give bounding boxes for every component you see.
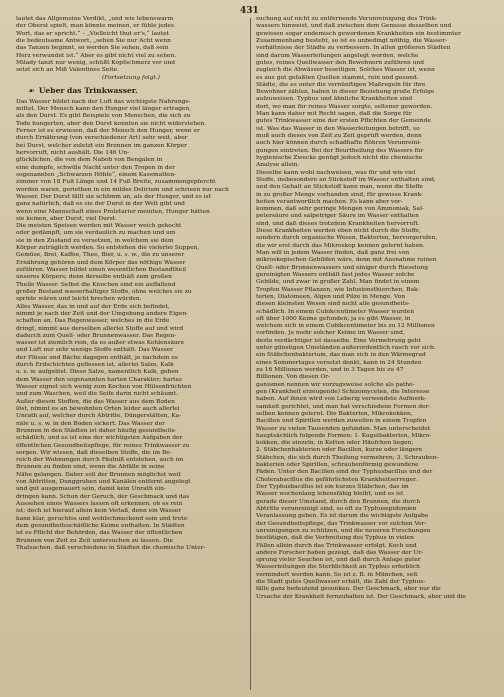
text-line: unter günstigen Umständen außerordentlich rasch vor sich: [256,345,436,352]
text-line: eines Sommertages versetzt denkt, kann in 24 Stunden [256,359,422,366]
text-line: Veranlassung geben. Es ist darum die wichtigste Aufgabe [256,513,429,520]
text-line: heiten verantwortlich machen. Es kann aber vor- [256,198,403,205]
text-line: sogenannten „Schwarzen Höhle“, einem Kasematten- [16,171,177,178]
text-line: dringen kann. Schon der Geruch, der Geschmack und das [16,493,190,500]
text-line: Die meisten Speisen werden mit Wasser weich gekocht [16,223,182,230]
text-line: das Tanzen beginnt, so werden Sie sehen, daß sein [16,45,169,52]
text-line: Man will in jedem Wasser finden, daß ganz frei von [256,250,410,256]
text-line: wenn eine Mannschaft eines Proletarier meinten, Hunger hätten [16,208,210,215]
text-line: als den Durst. Es gibt Beispiele von Menschen, die sich zu [16,113,191,120]
text-line: eine dumpfe, schwüle Nacht unter den Tropen in der [16,164,175,171]
text-line: dem Wasser den sogenannten harten Charakter; hartes [16,376,183,383]
text-line: vorfinden. Je mehr solcher Keime im Wasser sind, [256,330,405,337]
left-column [16,16,246,552]
text-line: worden waren, geriethen in ein mildes Delirium und schrieen nur nach [16,186,229,193]
text-line: Tropfen Wasser Pflanzen, wie Infusionsthierchen, Bak- [256,286,420,293]
text-line: gen (Krankheit erzeugende) Schizomyceten, die Interesse [256,388,430,395]
text-line: Dieselbe kann wohl nachweisen, was für und wie viel [256,169,416,176]
right-column [256,16,486,601]
text-line: ganismen nennen wir vorzugsweise solche als patho- [256,381,415,388]
text-line: samkeit gerichtet, und man hat verschiedene Formen der- [256,403,431,410]
text-line: Nähe gelangen. Daher soll der Brunnen möglichst weit [16,471,181,478]
text-line: glücklichen, die von dem Nabob von Bengalen in [16,157,163,164]
text-line: Das Wasser bildet nach der Luft das wichtigste Nahrungs- [16,98,191,105]
text-line: lautet das Allgemeine Verdikt, „und wie lebenswarm [16,16,174,22]
text-line: gutes Trinkwasser eine der ersten Pflichten der Gemeinde [256,118,431,125]
text-line: Abtritte verunreinigt sind, so oft zu Typhusepidemien [256,505,417,512]
text-line: sie in den Zustand zu versetzen, in welchem sie dem [16,237,174,244]
story-ending [16,16,246,75]
text-line: 2. Stäbchenbakterien oder Bacillen, kurze oder längere [256,447,423,454]
text-line: Man kann daher mit Recht sagen, daß die Sorge für [256,111,412,118]
text-line: Stäbchen, die sich durch Theilung vermehren; 3. Schrauben- [256,454,439,461]
text-line: Stoffe, insbesondere an Stickstoff im Wasser enthalten sind, [256,176,436,183]
text-line: Außer diesen Stoffen, die das Wasser aus dem Boden [16,398,175,405]
text-line: Quell- oder Brunnenwassers und einiger durch Rieselung [256,264,428,271]
text-line: fälle ganz bedeutend gesunken. Der Geschmack, aber nur die [256,586,441,593]
text-line: wassers hinweist, und daß zwischen dem Genusse desselben und [256,23,452,30]
text-line: schädlich, und es ist eine der wichtigsten Aufgaben der [16,435,183,442]
text-line: Fällen allein durch das Trinkwasser erfolgt. Koch und [256,542,417,549]
text-line: ganz natürlich, daß es sie der Durst in der Welt gibt und [16,201,185,208]
text-line: zuführen. Wasser bildet einen wesentlichen Bestandtheil [16,267,187,273]
text-line: selben kennen gelernt. Die Bakterien, Mikrokokken, [256,410,413,417]
text-line: hygienische Zwecke genügt jedoch nicht die chemische [256,154,423,161]
text-line: bei Durst, welcher zuletzt ein Brennen im ganzen Körper [16,142,187,149]
text-line: Brunnen von Zeit zu Zeit untersuchen zu lassen. Die [16,537,174,544]
text-line: dadurch zum Quell- oder Brunnenwasser. Das Regen- [16,332,177,339]
text-line: Zusammenhang besteht, so ist es unbedingt nöthig, die Wasser- [256,37,448,44]
text-line: zu 16 Millionen werden, und in 3 Tagen bis zu 47 [256,367,404,373]
text-line: aufzuweisen. Typhus und ähnliche Krankheiten sind [256,96,413,103]
text-line: kann klar, geruchlos und wohlschmeckend sein und trotz- [16,515,189,522]
text-line: ist. Was das Wasser in den Wasserleitungen betrifft, so [256,125,420,132]
text-line: Wasser eignet sich wenig zum Kochen von Hülsenfrüchten [16,384,192,390]
text-line: Milady tanzt nur wenig, schüßt Kopfschmerz vor und [16,59,176,66]
text-line: durch Erdschichten geflossen ist, allerlei Salze, Kalk [16,362,174,369]
text-line: kokken, die einzeln, in Ketten oder Häufchen liegen; [256,440,414,447]
text-line: und Luft nur sehr wenige Stoffe enthält. Das Wasser [16,347,173,354]
text-line: großer Bestand wasserhaltiger Stoffe, ohne welches sie zu [16,288,192,295]
article-body [16,99,246,552]
text-line: ist es Pflicht der Behörden, das Wasser der öffentlichen [16,530,183,537]
text-line: oft über 1000 Keime gefunden; ja es gibt Wasser, in [256,315,411,322]
text-line: Körper zuträglich werden. So entstehen die vielerlei Suppen, [16,245,200,252]
text-line: Gebilde, und zwar in großer Zahl. Man findet in einem [256,279,420,286]
text-line: Wasser wochenlang lebensfähig bleibt, und es ist [256,491,404,498]
text-line: hauptsächlich folgende Formen: 1. Kugelbakterien, Mikro- [256,432,432,439]
text-line: Ursache der Krankheit fernzuhalten ist. Der Geschmack, aber und die [256,593,466,600]
text-line: Unrath auf, welcher durch Abtritte, Düngerstätten, Ka- [16,413,182,420]
text-line: muß auch dieses von Zeit zu Zeit geprüft werden, denn [256,133,422,139]
text-line: Wasser. Der Durst fällt sie schlimm an, als der Hunger, und es ist [16,193,211,200]
text-line: nimmt je nach der Zeit und der Umgebung andere Eigen- [16,310,189,317]
text-line: gerade dieser Umstand, durch den Brunnen, die durch [256,498,421,505]
section-title: Ueber das Trinkwasser. [38,85,138,95]
text-line: mittel. Der Mensch kann den Hunger viel länger ertragen, [16,106,192,113]
text-line: zimmer von 18 Fuß Länge und 14 Fuß Breite, zusammengepfercht [16,179,216,186]
text-line: der Gesundheitspflege, das Trinkwasser vor solchen Ver- [256,520,427,527]
text-line: reich der Wohnungen durch Fäulniß entstehen, auch im [16,457,184,464]
fleuron-icon: ☙ [28,85,35,95]
text-line: Wasserleitungen die Sterblichkeit an Typhus erheblich [256,564,420,571]
text-line: welchem sich in einem Cubikcentimeter bis zu 12 Millionen [256,323,435,330]
text-line: zugleich die Abwässer beseitigen. Solches Wasser ist, wenn [256,67,435,74]
text-line: dem gesundheitsschädliche Keime enthalten. In Städten [16,522,185,529]
text-line: die wir erst durch das Mikroskop kennen gelernt haben. [256,242,425,249]
text-line: unseres Körpers; denn derselbe enthält zum großen [16,274,172,281]
text-line: schädlich. In einem Cubikcentimeter Wasser wurden [256,308,415,315]
text-line: auch hier können durch schadhafte Röhren Verunreini- [256,140,422,147]
text-line: haben. Auf ihnen wird von Leberig verwendete Aufmerk- [256,396,427,403]
text-line: oder gedämpft, um sie verdaulich zu machen und um [16,230,176,237]
text-line: Ernährung gehören und dem Körper das nöthige Wasser [16,259,186,266]
text-line: unreinigungen zu schützen, und die neueren Forschungen [256,527,431,534]
text-line: und den Gehalt an Stickstoff kann man, wenn die Stoffe [256,184,423,191]
text-line: es aus gut gefaßten Quellen stammt, rein und gesund. [256,74,419,81]
text-line: diesen kleinsten Wesen sind nicht alle gesundheits- [256,301,410,308]
text-line: Alles Wasser, das in und auf der Erde sich befindet, [16,303,170,310]
text-line: spröde wären und leicht brechen würden. [16,296,142,303]
text-line: suchung auf nicht zu entfernende Verunreinigung des Trink- [256,16,438,22]
text-line: gewissen sogar endemisch gewordenen Krankheiten ein bestimmter [256,30,461,37]
text-line: durch Ernährung (von verschiedener Art) sehr weit, aber [16,135,188,142]
text-line: gutes, reines Quellwasser den Bewohnern zuführen und [256,59,425,66]
text-line: Fäden. Unter den Bacillen sind der Typhusbacillus und der [256,469,433,476]
text-line: Analyse allein. [256,162,300,169]
text-line: sind darum Wasserleitungen angelegt worden, welche [256,52,419,59]
text-line: bakterien oder Spirillen, schraubenförmig gewundene [256,462,419,469]
text-line: gereinigten Wassers enthält fast jedes Wasser solche [256,271,415,278]
text-line: Wort, das er spricht.“ – „Vielleicht thut er's,“ lautet [16,30,170,37]
text-line: näle u. s. w. in den Boden sickert. Das Wasser der [16,420,165,427]
continuation-note: (Fortsetzung folgt.) [102,74,160,81]
text-line: sind, und daß dieses trotzdem Krankheiten hervorruft. [256,220,420,227]
text-line: verhältnisse der Städte zu verbessern. In allen größeren Städten [256,45,451,52]
text-line: Bewohner zählen, haben in dieser Beziehung große Erfolge [256,89,435,96]
text-line: Theile Wasser. Selbst die Knochen sind ein auffallend [16,281,176,288]
page-number: 431 [240,6,259,16]
section-heading [16,86,246,95]
text-line: desto verdächtiger ist dasselbe. Eine Vermehrung geht [256,337,421,344]
text-line: und gut ausgemauert sein, damit kein Unrath ein- [16,486,166,493]
text-line: Diese Krankheiten werden eben nicht durch die Stoffe, [256,228,421,235]
text-line: Städte, die es unter die vernünftigen Maßregeln für ihre [256,81,426,88]
text-line: in zu großer Menge vorhanden sind, für gewisse Krank- [256,191,424,198]
text-line: ein Stäbchenbakterium, das man sich in den Wärmegrad [256,352,426,359]
text-line: Brunnen zu finden sind, wenn die Abfälle in seine [16,464,165,471]
text-line: dringt, nimmt aus derselben allerlei Stoffe auf und wird [16,325,184,332]
text-line: mikroskopischen Gebilden wäre, denn mit Ausnahme reinen [256,257,437,264]
text-line: der Oberst spielt, man könnte meinen, er fühle jedes [16,23,175,30]
text-line: petersäure und salpetriger Säure im Wasser enthalten [256,213,419,220]
text-line: setzt sich an Miß Valentines Seite. [16,67,119,74]
text-line: Cholerabacillus die gefährlichsten Krankheitserreger. [256,476,417,483]
text-line: Billionen. Von diesen Or- [256,374,331,381]
text-line: von Abtritten, Dunggruben und Kanälen entfernt angelegt [16,479,191,486]
text-line: gungen eintreten. Bei der Beurtheilung des Wassers für [256,147,424,154]
column-divider [250,18,251,690]
text-line: Gemüse, Brei, Kaffee, Thee, Bier, u. s. w., die zu unserer [16,252,185,259]
text-line: Thatsachen, daß verschiedene in Städten die chemische Unter- [16,544,206,551]
text-line: u. s. w. aufgelöst. Diese Salze, namentlich Kalk, geben [16,369,179,376]
text-line: vermindert werden kann. So ist z. B. in München, seit [256,571,418,578]
text-line: dort, wo man für reines Wasser sorgte, seltener geworden. [256,103,433,110]
text-line: sprung vieler Seuchen ist, und daß durch Anlage guter [256,557,421,564]
text-line: öffentlichen Gesundheitspflege, für reines Trinkwasser zu [16,442,190,449]
text-line: Bacillen und Spirillen werden zuweilen in einem Tropfen [256,418,427,425]
text-line: Tode hungerten, aber den Durst konnten sie nicht widerstehen. [16,120,207,127]
text-line: wasser ist ziemlich rein, da es außer etwas Kohlensäure [16,340,185,347]
text-line: Der Typhusbacillus ist ein kurzes Stäbchen, das im [256,484,409,490]
text-line: schaften an. Das Regenwasser, welches in die Erde [16,318,170,325]
text-line: bestätigen, daß die Verbreitung des Typhus in vielen [256,535,414,542]
text-line: hervorruft, nicht aushält. Die 146 Un- [16,150,130,156]
text-line: ist; doch ist hierauf allein kein Verlaß, denn ein Wasser [16,508,182,515]
text-line: Herz verwundet ist.“ Aber es gibt nicht viel zu sehen. [16,52,177,59]
text-line: die bedeutsame Antwort, „sehen Sie nur Acht wenn [16,37,171,44]
text-line: sondern durch organische Wesen, Bakterien, hervorgerufen, [256,235,438,242]
text-line: die Stadt gutes Quellwasser erhält, die Zahl der Typhus- [256,579,426,586]
text-line: Brunnen in den Städten ist daher häufig gesundheits- [16,427,177,434]
text-line: sie keinen, aber Durst, viel Durst. [16,215,117,222]
text-line: und zum Waschen, weil die Seife darin nicht schäumt. [16,391,178,398]
text-line: kommen, daß sehr geringe Mengen von Ammoniak, Sal- [256,206,424,213]
text-line: löst, nimmt es an bewohnten Orten leider auch allerlei [16,405,180,412]
text-line: der Flüsse und Bäche dagegen enthält, je nachdem es [16,354,178,361]
text-line: Ferner ist es erwiesen, daß der Mensch den Hunger, wenn er [16,128,200,135]
text-line: Aussehen eines Wassers lassen oft erkennen, ob es rein [16,501,183,507]
text-line: terien, Diatomeen, Algen und Pilze in Menge. Von [256,293,406,300]
text-line: andere Forscher haben gezeigt, daß das Wasser der Ur- [256,549,424,556]
text-line: Wasser zu vielen Tausenden gefunden. Man unterscheidet [256,425,431,432]
text-line: sorgen. Wir wissen, daß dieselben Stoffe, die im Be- [16,449,172,456]
